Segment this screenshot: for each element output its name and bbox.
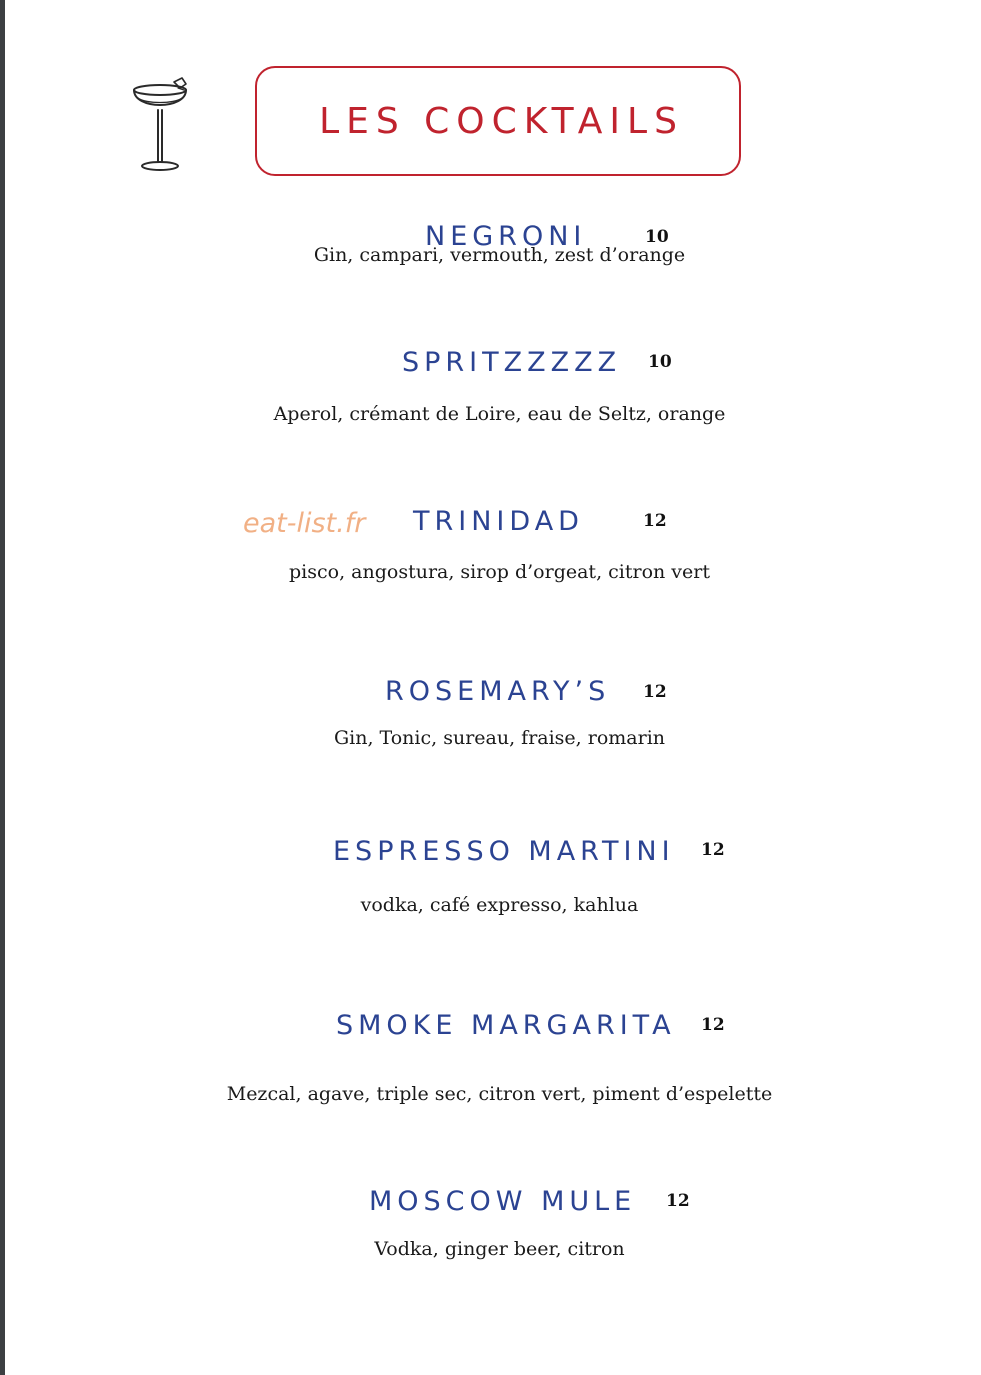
item-name: ROSEMARY’S [385,676,611,707]
cocktail-glass-icon [128,76,194,176]
item-price: 10 [648,352,672,372]
item-description: Gin, campari, vermouth, zest d’orange [313,244,686,266]
item-price: 10 [645,227,669,247]
item-description: pisco, angostura, sirop d’orgeat, citron vert [289,561,710,583]
title-frame [255,66,741,176]
item-description: Mezcal, agave, triple sec, citron vert, piment d’espelette [226,1083,773,1105]
item-price: 12 [643,682,667,702]
item-description: Gin, Tonic, sureau, fraise, romarin [333,727,666,749]
item-name: MOSCOW MULE [369,1186,637,1217]
item-name: SMOKE MARGARITA [336,1010,676,1041]
watermark: eat-list.fr [243,508,366,539]
item-description: Aperol, crémant de Loire, eau de Seltz, orange [273,403,726,425]
item-name: NEGRONI [425,221,587,252]
item-price: 12 [643,511,667,531]
page-title: LES COCKTAILS [319,100,684,142]
item-price: 12 [666,1191,690,1211]
item-name: TRINIDAD [413,506,584,537]
item-price: 12 [701,840,725,860]
item-description: Vodka, ginger beer, citron [374,1238,625,1260]
item-name: SPRITZZZZZ [402,347,622,378]
item-price: 12 [701,1015,725,1035]
item-name: ESPRESSO MARTINI [333,836,675,867]
page-edge [0,0,5,1375]
item-description: vodka, café expresso, kahlua [360,894,639,916]
